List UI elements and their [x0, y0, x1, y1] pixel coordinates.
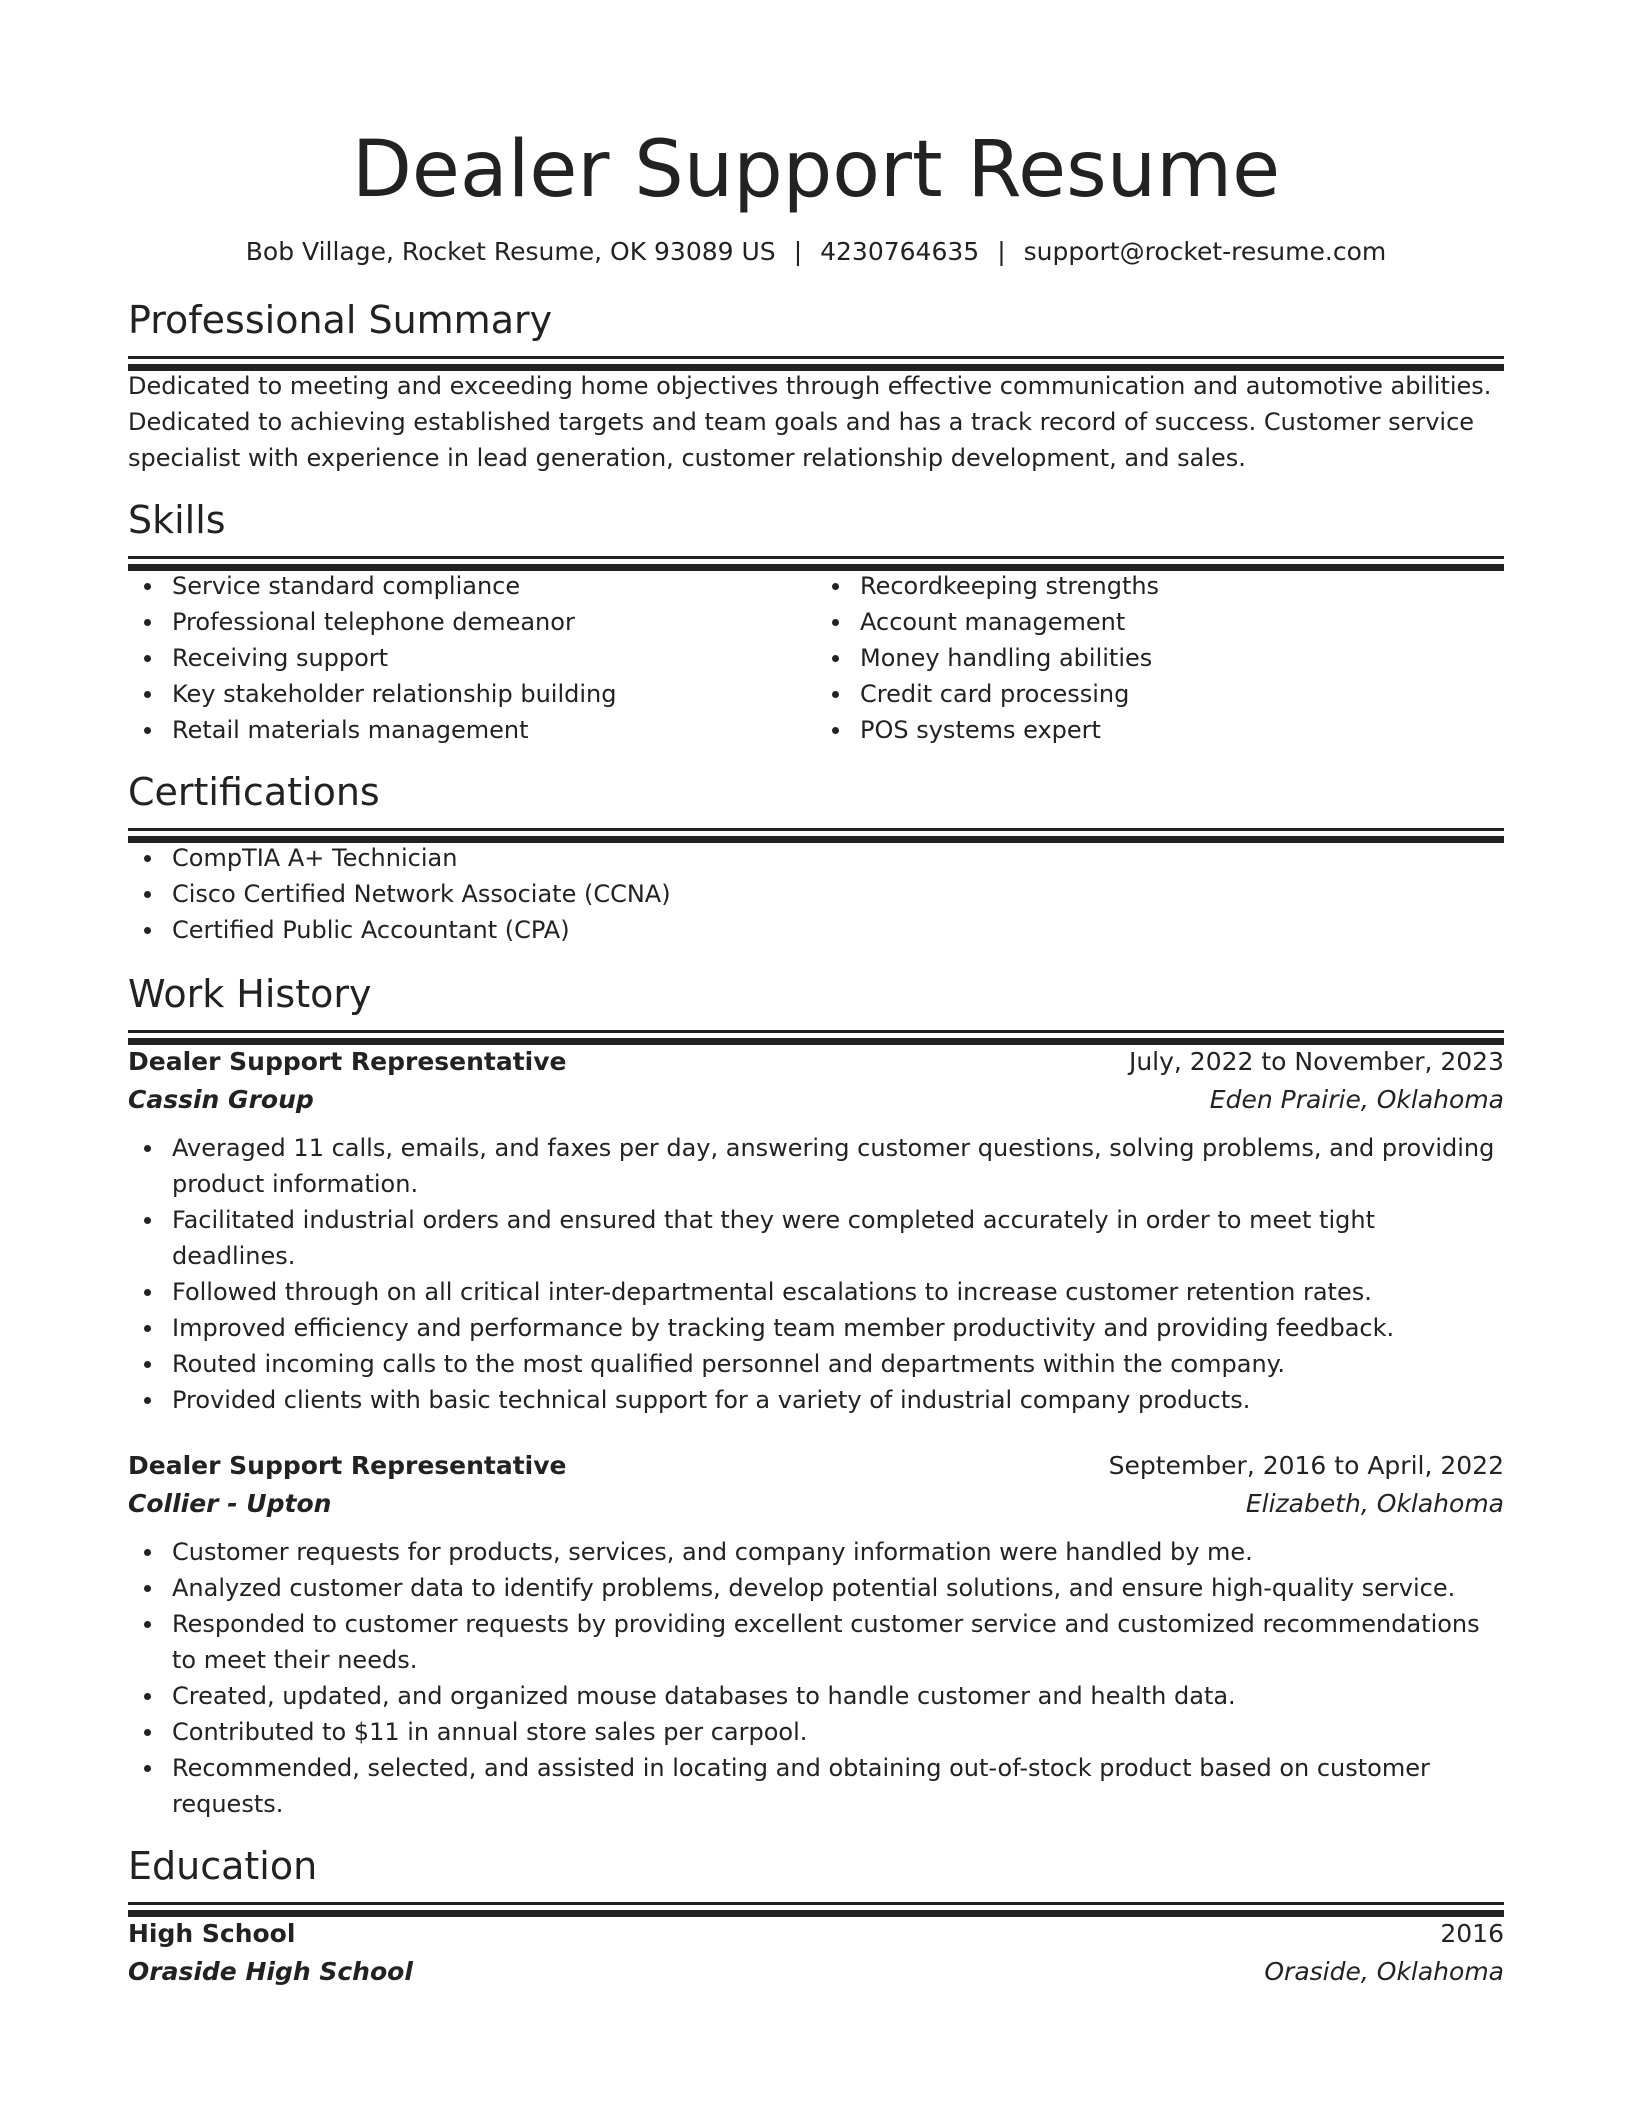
- job-bullet: Facilitated industrial orders and ensured that they were completed accurately in order to meet tight deadlines.: [172, 1202, 1504, 1274]
- certifications-heading: Certifications: [128, 770, 380, 814]
- education-header: [128, 1916, 1504, 1952]
- summary-text: Dedicated to meeting and exceeding home objectives through effective communication and automotive abilities. Dedicated to achieving established targets and team goals and has a track record of success. Customer service specialist with experience in lead generation, customer relationship development, and sales.: [128, 372, 1492, 472]
- contact-address: Bob Village, Rocket Resume, OK 93089 US: [245, 237, 776, 266]
- certification-item: Certified Public Accountant (CPA): [172, 912, 1504, 948]
- job-bullet-list: [128, 1524, 1504, 1822]
- education-school: Oraside High School: [128, 1957, 413, 1986]
- certifications-section: [128, 768, 1504, 948]
- education-degree: High School: [128, 1919, 296, 1948]
- skill-item: Service standard compliance: [172, 568, 816, 604]
- contact-line: [128, 236, 1504, 268]
- job-bullet-list: [128, 1120, 1504, 1418]
- summary-heading: Professional Summary: [128, 298, 553, 342]
- skill-item: POS systems expert: [860, 712, 1504, 748]
- work-section: [128, 970, 1504, 1822]
- skill-item: Receiving support: [172, 640, 816, 676]
- job-bullet: Averaged 11 calls, emails, and faxes per day, answering customer questions, solving problems, and providing product information.: [172, 1130, 1504, 1202]
- section-rule: [128, 1902, 1504, 1905]
- section-rule: [128, 1030, 1504, 1033]
- education-heading: Education: [128, 1844, 318, 1888]
- skills-list-right: [816, 568, 1504, 748]
- job-location: Eden Prairie, Oklahoma: [1209, 1085, 1504, 1114]
- skill-item: Recordkeeping strengths: [860, 568, 1504, 604]
- job-subheader: [128, 1080, 1504, 1120]
- job-dates: September, 2016 to April, 2022: [1108, 1451, 1504, 1480]
- education-location: Oraside, Oklahoma: [1264, 1957, 1504, 1986]
- skill-item: Professional telephone demeanor: [172, 604, 816, 640]
- job-bullet: Responded to customer requests by providing excellent customer service and customized recommendations to meet their needs.: [172, 1606, 1504, 1678]
- skill-item: Credit card processing: [860, 676, 1504, 712]
- skills-grid: [128, 568, 1504, 748]
- summary-section: [128, 296, 1504, 476]
- section-rule: [128, 556, 1504, 559]
- job-dates: July, 2022 to November, 2023: [1128, 1047, 1504, 1076]
- skills-heading: Skills: [128, 498, 226, 542]
- education-section: [128, 1842, 1504, 1992]
- education-year: 2016: [1440, 1919, 1504, 1948]
- job-header: [128, 1044, 1504, 1080]
- education-subheader: [128, 1952, 1504, 1992]
- contact-phone: 4230764635: [820, 237, 980, 266]
- job-bullet: Contributed to $11 in annual store sales per carpool.: [172, 1714, 1504, 1750]
- job-bullet: Followed through on all critical inter-departmental escalations to increase customer retention rates.: [172, 1274, 1504, 1310]
- job-bullet: Routed incoming calls to the most qualified personnel and departments within the company.: [172, 1346, 1504, 1382]
- work-heading: Work History: [128, 972, 372, 1016]
- job-header: [128, 1448, 1504, 1484]
- section-rule: [128, 356, 1504, 359]
- resume-title: Dealer Support Resume: [351, 125, 1281, 215]
- job-location: Elizabeth, Oklahoma: [1245, 1489, 1504, 1518]
- job-role: Dealer Support Representative: [128, 1047, 567, 1076]
- skills-list-left: [128, 568, 816, 748]
- skill-item: Money handling abilities: [860, 640, 1504, 676]
- job-entry: [128, 1448, 1504, 1822]
- certifications-list: [128, 840, 1504, 948]
- job-entry: [128, 1044, 1504, 1418]
- job-bullet: Created, updated, and organized mouse databases to handle customer and health data.: [172, 1678, 1504, 1714]
- job-bullet: Analyzed customer data to identify problems, develop potential solutions, and ensure high-quality service.: [172, 1570, 1504, 1606]
- contact-separator: |: [997, 237, 1006, 266]
- education-entry: [128, 1916, 1504, 1992]
- job-bullet: Improved efficiency and performance by tracking team member productivity and providing feedback.: [172, 1310, 1504, 1346]
- job-subheader: [128, 1484, 1504, 1524]
- certification-item: Cisco Certified Network Associate (CCNA): [172, 876, 1504, 912]
- section-rule: [128, 828, 1504, 831]
- job-company: Cassin Group: [128, 1085, 314, 1114]
- job-role: Dealer Support Representative: [128, 1451, 567, 1480]
- certification-item: CompTIA A+ Technician: [172, 840, 1504, 876]
- contact-email: support@rocket-resume.com: [1023, 237, 1387, 266]
- job-company: Collier - Upton: [128, 1489, 332, 1518]
- job-bullet: Customer requests for products, services, and company information were handled by me.: [172, 1534, 1504, 1570]
- job-bullet: Recommended, selected, and assisted in locating and obtaining out-of-stock product based on customer requests.: [172, 1750, 1504, 1822]
- job-bullet: Provided clients with basic technical support for a variety of industrial company products.: [172, 1382, 1504, 1418]
- skills-section: [128, 496, 1504, 748]
- skill-item: Key stakeholder relationship building: [172, 676, 816, 712]
- skill-item: Retail materials management: [172, 712, 816, 748]
- skill-item: Account management: [860, 604, 1504, 640]
- contact-separator: |: [793, 237, 803, 266]
